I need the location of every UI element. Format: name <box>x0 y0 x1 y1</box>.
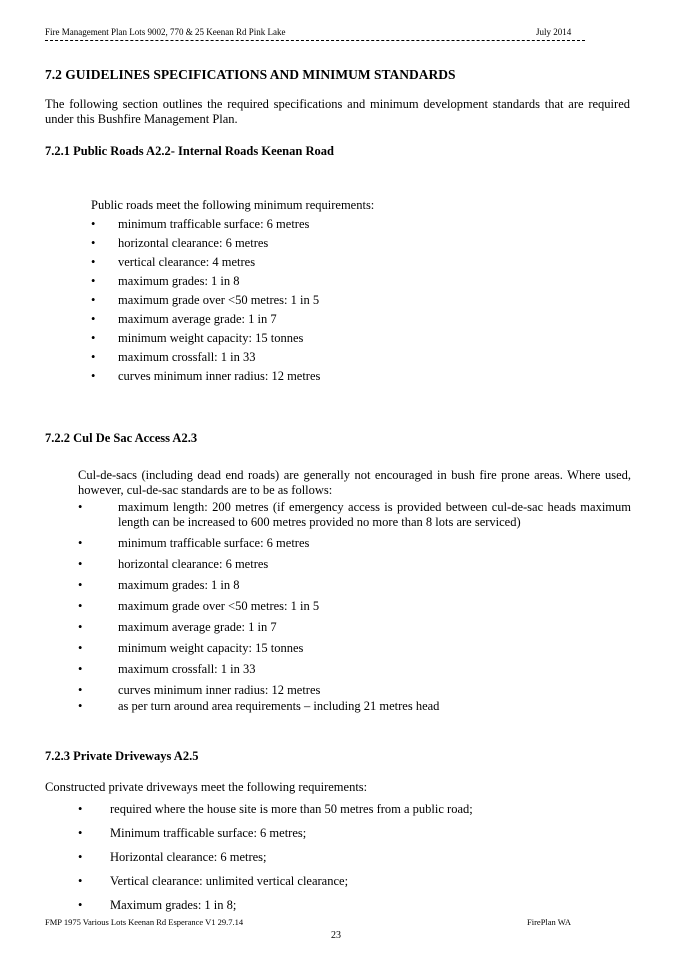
cul-de-sac-list <box>78 500 631 715</box>
bullet-icon: • <box>91 255 96 269</box>
header-date: July 2014 <box>536 27 572 37</box>
bullet-icon: • <box>91 274 96 288</box>
bullet-icon: • <box>78 826 83 840</box>
public-roads-list <box>91 217 631 388</box>
list-item: • Vertical clearance: unlimited vertical clearance; <box>78 874 349 888</box>
bullet-icon: • <box>78 536 83 550</box>
bullet-icon: • <box>78 683 83 697</box>
page-number: 23 <box>331 930 341 941</box>
header-title: Fire Management Plan Lots 9002, 770 & 25 Keenan Rd Pink Lake <box>45 27 286 37</box>
bullet-icon: • <box>78 850 83 864</box>
list-item: • maximum average grade: 1 in 7 <box>91 312 277 326</box>
list-item: • Horizontal clearance: 6 metres; <box>78 850 267 864</box>
bullet-icon: • <box>78 898 83 912</box>
list-item: • curves minimum inner radius: 12 metres <box>78 683 321 697</box>
bullet-icon: • <box>91 369 96 383</box>
bullet-icon: • <box>91 293 96 307</box>
list-item: • minimum trafficable surface: 6 metres <box>78 536 310 550</box>
list-item: • vertical clearance: 4 metres <box>91 255 256 269</box>
bullet-icon: • <box>91 236 96 250</box>
header-divider <box>45 40 585 41</box>
list-item: • maximum average grade: 1 in 7 <box>78 620 277 634</box>
bullet-icon: • <box>78 874 83 888</box>
bullet-icon: • <box>78 641 83 655</box>
list-item: • curves minimum inner radius: 12 metres <box>91 369 321 383</box>
list-item: • maximum grade over <50 metres: 1 in 5 <box>91 293 320 307</box>
bullet-icon: • <box>78 599 83 613</box>
public-roads-heading: 7.2.1 Public Roads A2.2- Internal Roads Keenan Road <box>45 144 334 158</box>
bullet-icon: • <box>78 620 83 634</box>
bullet-icon: • <box>78 699 83 713</box>
bullet-icon: • <box>78 802 83 816</box>
list-item: • minimum trafficable surface: 6 metres <box>91 217 310 231</box>
bullet-icon: • <box>91 312 96 326</box>
list-item: • minimum weight capacity: 15 tonnes <box>91 331 304 345</box>
footer-company: FirePlan WA <box>527 917 571 927</box>
bullet-icon: • <box>78 557 83 571</box>
bullet-icon: • <box>78 578 83 592</box>
private-driveways-list <box>78 802 631 916</box>
list-item: • maximum grade over <50 metres: 1 in 5 <box>78 599 320 613</box>
list-item: • maximum grades: 1 in 8 <box>78 578 240 592</box>
list-item: • horizontal clearance: 6 metres <box>91 236 269 250</box>
public-roads-lead: Public roads meet the following minimum requirements: <box>91 198 375 212</box>
bullet-icon: • <box>91 350 96 364</box>
list-item: • minimum weight capacity: 15 tonnes <box>78 641 304 655</box>
list-item: • Maximum grades: 1 in 8; <box>78 898 237 912</box>
list-item: • Minimum trafficable surface: 6 metres; <box>78 826 307 840</box>
private-driveways-heading: 7.2.3 Private Driveways A2.5 <box>45 749 199 763</box>
footer-doc-id: FMP 1975 Various Lots Keenan Rd Esperance V1 29.7.14 <box>45 917 244 927</box>
list-item: • horizontal clearance: 6 metres <box>78 557 269 571</box>
cul-de-sac-heading: 7.2.2 Cul De Sac Access A2.3 <box>45 431 198 445</box>
bullet-icon: • <box>78 500 83 514</box>
bullet-icon: • <box>78 662 83 676</box>
list-item: • maximum crossfall: 1 in 33 <box>91 350 256 364</box>
private-driveways-lead: Constructed private driveways meet the following requirements: <box>45 780 368 794</box>
list-item: • maximum grades: 1 in 8 <box>91 274 240 288</box>
list-item: • maximum crossfall: 1 in 33 <box>78 662 256 676</box>
list-item: • required where the house site is more than 50 metres from a public road; <box>78 802 473 816</box>
list-item: • as per turn around area requirements – including 21 metres head <box>78 699 440 713</box>
cul-de-sac-lead: Cul-de-sacs (including dead end roads) are generally not encouraged in bush fire prone areas. Where used, however, cul-de-sac standards are to be as follows: <box>78 468 631 497</box>
list-item: • maximum length: 200 metres (if emergency access is provided between cul-de-sac heads maximum length can be increased to 600 metres provided no more than 8 lots are serviced) <box>78 500 631 529</box>
section-title: 7.2 GUIDELINES SPECIFICATIONS AND MINIMUM STANDARDS <box>45 67 456 82</box>
bullet-icon: • <box>91 331 96 345</box>
section-intro: The following section outlines the required specifications and minimum development standards that are required under this Bushfire Management Plan. <box>45 97 630 126</box>
bullet-icon: • <box>91 217 96 231</box>
